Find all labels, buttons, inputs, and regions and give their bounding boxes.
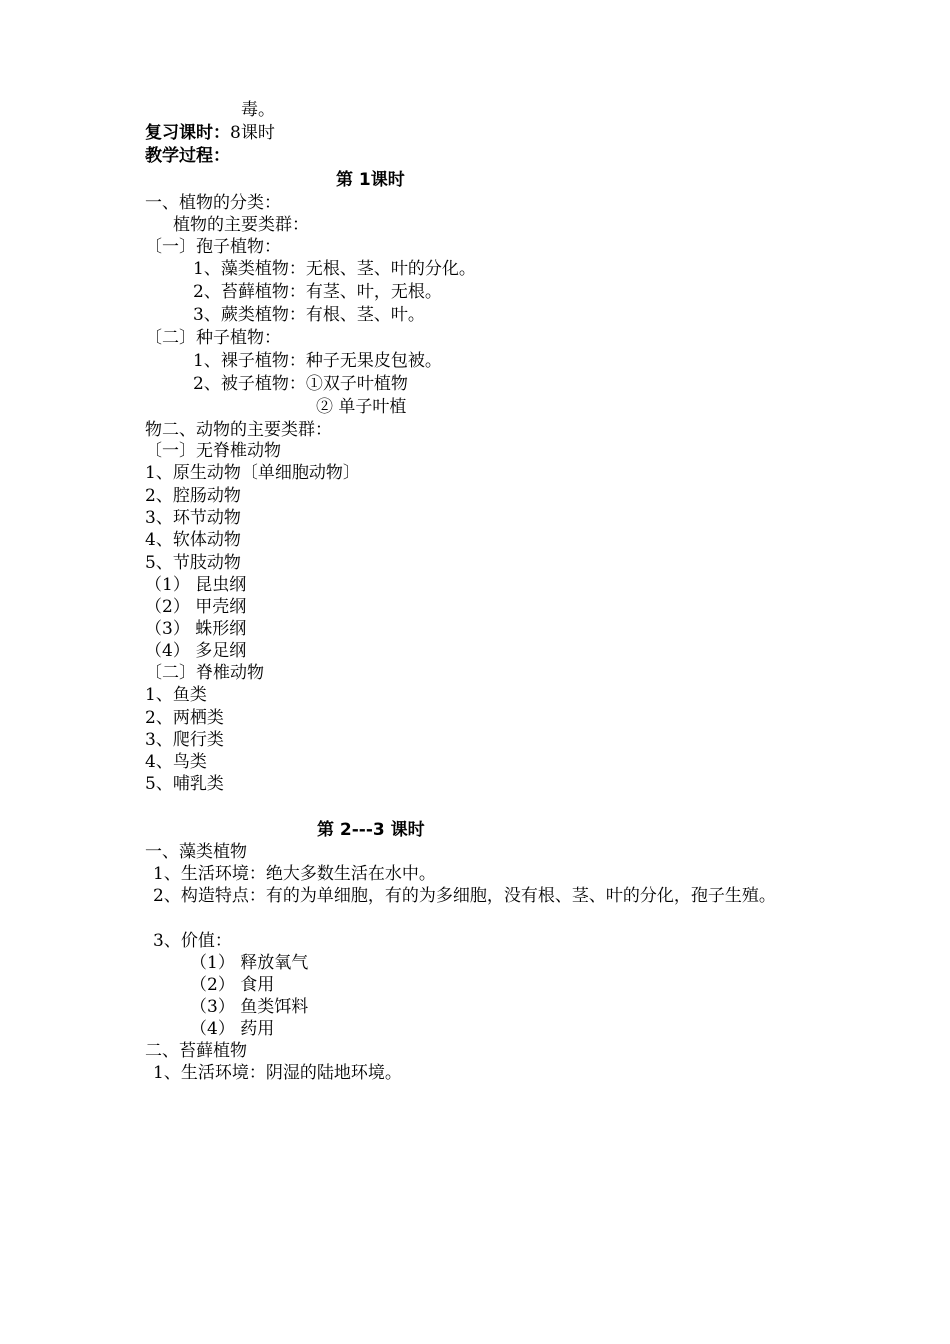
text-line: （3） 蛛形纲 xyxy=(145,619,247,639)
text-line: 1、原生动物〔单细胞动物〕 xyxy=(145,463,360,483)
text-line: 3、蕨类植物：有根、茎、叶。 xyxy=(193,305,425,325)
text-line: （2） 食用 xyxy=(190,975,275,995)
text-fragment: 毒。 xyxy=(241,100,275,120)
text-line-wrapped xyxy=(153,885,811,907)
text-line: 4、软体动物 xyxy=(145,530,241,550)
text-line: （2） 甲壳纲 xyxy=(145,597,247,617)
review-label: 复习课时： xyxy=(145,123,230,143)
process-heading: 教学过程： xyxy=(145,146,230,166)
text-line: 1、生活环境：绝大多数生活在水中。 xyxy=(153,864,436,884)
text-line: 3、爬行类 xyxy=(145,730,224,750)
text-line: 1、裸子植物：种子无果皮包被。 xyxy=(193,351,442,371)
text-line: 〔一〕孢子植物： xyxy=(145,237,281,257)
wrapped-paragraph: 构造特点：有的为单细胞，有的为多细胞，没有根、茎、叶的分化，孢子生殖。 xyxy=(180,886,776,906)
text-line: 〔二〕种子植物： xyxy=(145,328,281,348)
review-value: 8课时 xyxy=(230,123,275,143)
text-line: 2、苔藓植物：有茎、叶，无根。 xyxy=(193,282,442,302)
text-line: 4、鸟类 xyxy=(145,752,207,772)
section-heading: 物二、动物的主要类群： xyxy=(145,420,332,440)
text-line: ② 单子叶植 xyxy=(316,397,407,417)
text-line: 〔一〕无脊椎动物 xyxy=(145,441,281,461)
text-line: （1） 昆虫纲 xyxy=(145,575,247,595)
section-heading: 一、藻类植物 xyxy=(145,842,247,862)
review-hours xyxy=(145,122,275,144)
text-line: （1） 释放氧气 xyxy=(190,953,309,973)
text-line: 植物的主要类群： xyxy=(173,215,309,235)
text-line: （3） 鱼类饵料 xyxy=(190,997,309,1017)
text-line: 2、腔肠动物 xyxy=(145,486,241,506)
text-line: 2、被子植物：①双子叶植物 xyxy=(193,374,408,394)
text-line: 1、鱼类 xyxy=(145,685,207,705)
text-line: 1、藻类植物：无根、茎、叶的分化。 xyxy=(193,259,476,279)
text-line: 1、生活环境：阴湿的陆地环境。 xyxy=(153,1063,402,1083)
text-line: 3、环节动物 xyxy=(145,508,241,528)
text-line: （4） 药用 xyxy=(190,1019,275,1039)
lesson2-title: 第 2---3 课时 xyxy=(317,820,425,840)
text-line: 5、哺乳类 xyxy=(145,774,224,794)
numbered-item: 2、 xyxy=(153,886,181,906)
text-line: 5、节肢动物 xyxy=(145,553,241,573)
section-heading: 二、苔藓植物 xyxy=(145,1041,247,1061)
text-line: 〔二〕脊椎动物 xyxy=(145,663,264,683)
section-heading: 一、植物的分类： xyxy=(145,193,281,213)
text-line: 3、价值： xyxy=(153,931,232,951)
text-line: （4） 多足纲 xyxy=(145,641,247,661)
text-line: 2、两栖类 xyxy=(145,708,224,728)
lesson1-title: 第 1课时 xyxy=(336,170,405,190)
